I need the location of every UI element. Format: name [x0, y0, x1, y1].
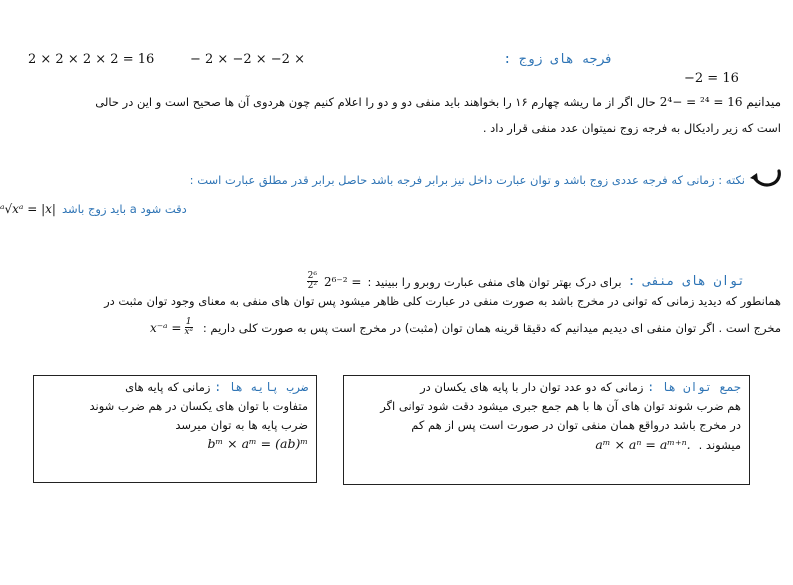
equation-negative-product: − 2 × −2 × −2 × — [190, 52, 305, 67]
note-even-condition: دقت شود a باید زوج باشد — [61, 202, 187, 216]
box-multiply-bases — [33, 375, 317, 483]
formula-add-powers: aᵐ × aⁿ = aᵐ⁺ⁿ. — [595, 437, 691, 452]
negative-powers-line3 — [150, 318, 781, 337]
box-multiply-line2: متفاوت با توان های یکسان در هم ضرب شوند — [89, 399, 308, 413]
fraction-1-over-x-a: $\frac{1}{\text{xᵃ}}$ — [184, 317, 193, 337]
curved-arrow-icon — [748, 165, 784, 191]
inline-math-fourth-power: میدانیم 16 = ²⁴ = −2⁴ — [659, 95, 781, 109]
paragraph-even-roots-line1 — [11, 95, 781, 109]
box-add-powers — [343, 375, 750, 485]
box-add-line3: در مخرج باشد درواقع همان منفی توان در صورت است پس از هم کم — [411, 418, 741, 432]
note-line1: نکته : زمانی که فرجه عددی زوج باشد و توان عبارت داخل نیز برابر فرجه باشد حاصل برابر قدر مطلق عبارت است : — [189, 173, 745, 187]
heading-negative-powers: توان های منفی : — [627, 274, 745, 289]
box-add-line4: میشوند . aᵐ × aⁿ = aᵐ⁺ⁿ. — [595, 437, 741, 452]
box-multiply-line3: ضرب پایه ها به توان میرسد — [175, 418, 308, 432]
negative-powers-intro — [307, 272, 745, 291]
text-fourth-root: حال اگر از ما ریشه چهارم ۱۶ را بخواهند باید منفی دو و دو را اعلام کنیم چون هردوی آن ها صحیح است و این در حالی — [95, 95, 656, 109]
negative-powers-line2: همانطور که دیدید زمانی که توانی در مخرج باشد به صورت منفی در عبارت کلی ظاهر میشود پس توان های منفی به معنای وجود توان مثبت در — [104, 294, 781, 308]
box-add-line1: جمع توان ها : زمانی که دو عدد توان دار با پایه های یکسان در — [420, 380, 741, 394]
box-add-line2: هم ضرب شوند توان های آن ها با هم جمع جبری میشود دقت شود توانی اگر — [380, 399, 741, 413]
equation-positive-product: 2 × 2 × 2 × 2 = 16 — [28, 52, 155, 67]
note-line2 — [0, 202, 187, 216]
negative-powers-intro-text: برای درک بهتر توان های منفی عبارت روبرو را ببینید : — [367, 274, 622, 289]
formula-multiply-bases: bᵐ × aᵐ = (ab)ᵐ — [207, 436, 308, 451]
negative-powers-intro-math: 2⁶⁻² = — [323, 274, 362, 289]
heading-multiply-bases: ضرب پایه ها : — [214, 380, 308, 394]
note-radical-formula: ᵃ√xᵃ = |x| — [0, 202, 56, 216]
fraction-2-6-over-2-2: $\frac{\text{2⁶}}{\text{2²}}$ — [307, 271, 317, 291]
heading-even-roots: فرجه های زوج : — [503, 52, 613, 67]
negative-powers-line3-text: مخرج است . اگر توان منفی ای دیدیم میدانیم که دقیقا قرینه همان توان (مثبت) در مخرج است پس به صورت کلی داریم : — [202, 320, 781, 335]
equation-continuation: −2 = 16 — [684, 71, 739, 86]
paragraph-even-roots-line2: است که زیر رادیکال به فرجه زوج نمیتوان عدد منفی قرار داد . — [482, 121, 781, 135]
negative-power-formula: x⁻ᵃ = $\frac{1}{\text{xᵃ}}$ — [149, 317, 193, 337]
box-multiply-line1: ضرب پایه ها : زمانی که پایه های — [125, 380, 308, 394]
heading-add-powers: جمع توان ها : — [647, 380, 741, 394]
